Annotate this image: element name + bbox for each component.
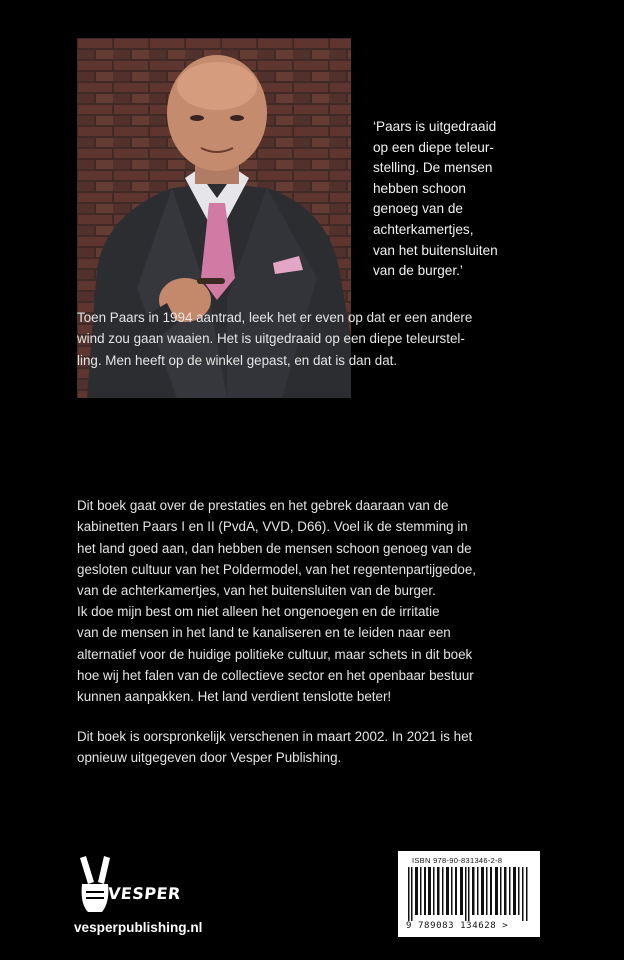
body-paragraph-2: Dit boek gaat over de prestaties en het gebrek daaraan van de kabinetten Paars I en II (PvdA, VVD, D66). Voel ik de stemming in het land goed aan, dan hebben de mensen schoon genoeg van de gesloten cultuur van het Poldermodel, van het regentenpartijgedoe, van de achterkamertjes, van het buitensluiten van de burger. [77,498,477,599]
pull-quote: ‘Paars is uitgedraaid op een diepe teleur- stelling. De mensen hebben schoon genoeg van de achterkamertjes, van het buitensluiten van de burger.’ [373,119,498,279]
publisher-website: vesperpublishing.nl [74,920,203,935]
isbn-label: ISBN 978-90-831346-2-8 [412,856,503,865]
body-paragraph-4: Dit boek is oorspronkelijk verschenen in maart 2002. In 2021 is het opnieuw uitgegeven door Vesper Publishing. [77,729,473,766]
barcode-digits: 9 789083 134628 > [406,921,509,931]
body-paragraph-3: Ik doe mijn best om niet alleen het ongenoegen en de irritatie van de mensen in het land te kanaliseren en te leiden naar een alternatief voor de huidige politieke cultuur, maar schets in dit boek hoe wij het falen van de collectieve sector en het openbaar bestuur kunnen aanpakken. Het land verdient tenslotte beter! [77,604,474,705]
body-paragraph-1: Toen Paars in 1994 aantrad, leek het er even op dat er een andere wind zou gaan waaien. Het is uitgedraaid op een diepe teleurstel- ling. Men heeft op de winkel gepast, en dat is dan dat. [77,310,473,368]
barcode-bars [406,867,532,921]
isbn-barcode [398,851,540,937]
publisher-logo-text: VESPER [107,884,182,903]
